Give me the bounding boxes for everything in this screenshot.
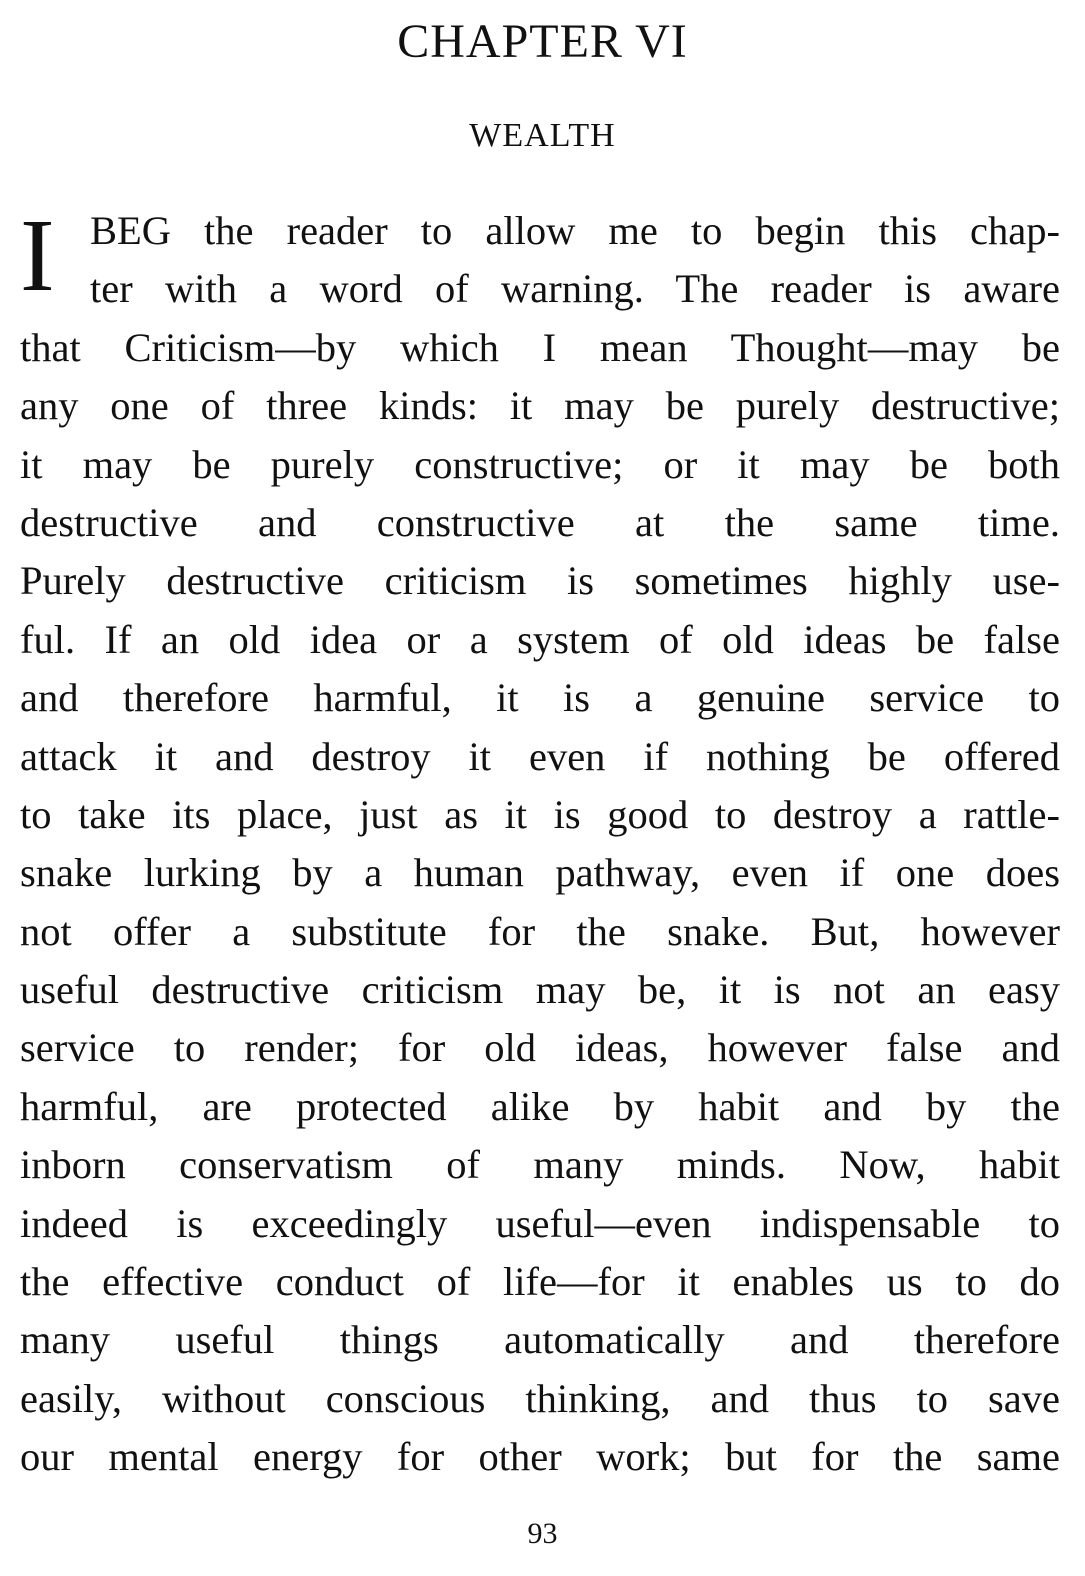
page-number: 93 bbox=[527, 1517, 558, 1550]
text-line: many useful things automatically and therefore bbox=[20, 1317, 1060, 1363]
text-line: service to render; for old ideas, however false and bbox=[20, 1025, 1060, 1071]
text-line: that Criticism—by which I mean Thought—may be bbox=[20, 324, 1060, 370]
drop-cap: I bbox=[20, 198, 55, 313]
text-line: attack it and destroy it even if nothing be offered bbox=[20, 733, 1060, 779]
text-line: it may be purely constructive; or it may be both bbox=[20, 441, 1060, 487]
text-line: ful. If an old idea or a system of old ideas be false bbox=[20, 616, 1060, 662]
text-line: and therefore harmful, it is a genuine service to bbox=[20, 675, 1060, 721]
text-line: BEG the reader to allow me to begin this chap- bbox=[90, 208, 1060, 253]
section-title: WEALTH bbox=[469, 117, 616, 154]
text-line: our mental energy for other work; but for the same bbox=[20, 1434, 1060, 1480]
text-line: snake lurking by a human pathway, even if one does bbox=[20, 850, 1060, 896]
text-line: any one of three kinds: it may be purely destructive; bbox=[20, 383, 1060, 429]
text-line: the effective conduct of life—for it enables us to do bbox=[20, 1259, 1060, 1305]
text-line: easily, without conscious thinking, and thus to save bbox=[20, 1375, 1060, 1421]
text-line: Purely destructive criticism is sometimes highly use- bbox=[20, 558, 1060, 604]
text-line: useful destructive criticism may be, it is not an easy bbox=[20, 967, 1060, 1013]
chapter-title: CHAPTER VI bbox=[397, 15, 688, 68]
text-line: indeed is exceedingly useful—even indispensable to bbox=[20, 1200, 1060, 1246]
text-line: not offer a substitute for the snake. But, however bbox=[20, 908, 1060, 954]
text-line: ter with a word of warning. The reader is aware bbox=[90, 266, 1060, 312]
text-line: destructive and constructive at the same time. bbox=[20, 499, 1060, 545]
body-paragraph bbox=[20, 198, 1060, 1487]
text-line: to take its place, just as it is good to destroy a rattle- bbox=[20, 791, 1060, 837]
text-line: harmful, are protected alike by habit and by the bbox=[20, 1083, 1060, 1129]
text-line: inborn conservatism of many minds. Now, habit bbox=[20, 1142, 1060, 1188]
